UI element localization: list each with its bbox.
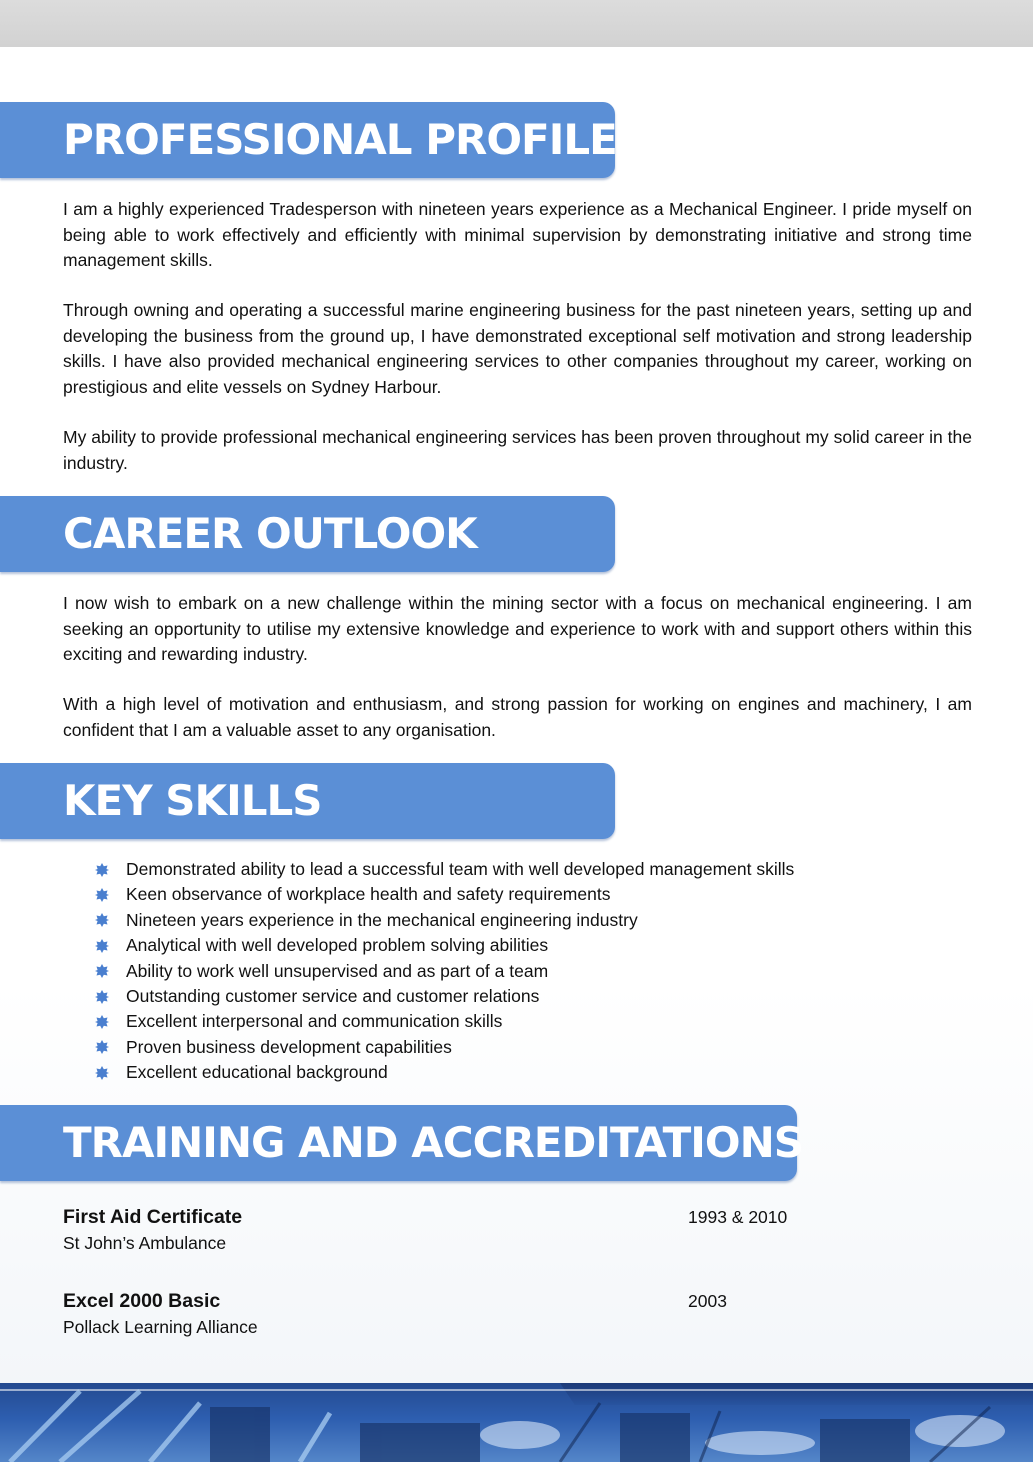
footer-machinery-image (0, 1383, 1033, 1462)
section-heading-profile: PROFESSIONAL PROFILE (63, 115, 617, 164)
section-heading-outlook: CAREER OUTLOOK (63, 509, 477, 558)
profile-paragraph: I am a highly experienced Tradesperson with nineteen years experience as a Mechanical Engineer. I pride myself on being able to work effectively and efficiently with minimal supervision by demonstrating initiative and strong time management skills. (63, 199, 972, 270)
skill-item (95, 882, 915, 907)
gear-bullet-icon (95, 990, 109, 1004)
top-grey-bar (0, 0, 1033, 47)
gear-bullet-icon (95, 1040, 109, 1054)
training-entry (63, 1288, 863, 1340)
machinery-graphic (0, 1383, 1033, 1462)
training-entry (63, 1204, 863, 1256)
skill-item (95, 1060, 915, 1085)
skill-text: Ability to work well unsupervised and as part of a team (126, 960, 549, 981)
training-organisation: Pollack Learning Alliance (63, 1317, 258, 1337)
profile-paragraph: Through owning and operating a successful marine engineering business for the past nineteen years, setting up and developing the business from the ground up, I have demonstrated exceptional self motivation and strong leadership skills. I have also provided mechanical engineering services to other companies throughout my career, working on prestigious and elite vessels on Sydney Harbour. (63, 300, 972, 397)
skill-text: Keen observance of workplace health and safety requirements (126, 884, 611, 905)
outlook-paragraph: With a high level of motivation and enthusiasm, and strong passion for working on engines and machinery, I am confident that I am a valuable asset to any organisation. (63, 694, 972, 740)
profile-paragraph: My ability to provide professional mechanical engineering services has been proven throughout my solid career in the industry. (63, 427, 972, 473)
section-banner-outlook (0, 496, 615, 572)
training-organisation: St John’s Ambulance (63, 1233, 227, 1253)
section-heading-skills: KEY SKILLS (63, 776, 322, 825)
training-years: 2003 (688, 1291, 727, 1311)
skill-item (95, 857, 915, 882)
key-skills-list (95, 857, 915, 1086)
section-banner-training (0, 1105, 803, 1181)
gear-bullet-icon (95, 888, 109, 902)
skill-item (95, 908, 915, 933)
skill-text: Demonstrated ability to lead a successful team with well developed management skills (126, 859, 795, 879)
skill-item (95, 1035, 915, 1060)
skill-text: Outstanding customer service and customer relations (126, 985, 540, 1006)
skill-item (95, 1009, 915, 1034)
gear-bullet-icon (95, 913, 109, 927)
section-banner-profile (0, 102, 615, 178)
gear-bullet-icon (95, 1015, 109, 1029)
skill-item (95, 959, 915, 984)
section-heading-training: TRAINING AND ACCREDITATIONS (63, 1118, 803, 1167)
gear-bullet-icon (95, 1066, 109, 1080)
skill-text: Proven business development capabilities (126, 1036, 452, 1057)
skill-text: Excellent interpersonal and communication skills (126, 1011, 503, 1032)
gear-bullet-icon (95, 863, 109, 877)
section-banner-skills (0, 763, 615, 839)
gear-bullet-icon (95, 939, 109, 953)
skill-item (95, 984, 915, 1009)
skill-item (95, 933, 915, 958)
training-title: Excel 2000 Basic (63, 1290, 221, 1312)
skill-text: Excellent educational background (126, 1062, 388, 1083)
gear-bullet-icon (95, 964, 109, 978)
skill-text: Nineteen years experience in the mechanical engineering industry (126, 909, 638, 930)
outlook-paragraph: I now wish to embark on a new challenge within the mining sector with a focus on mechanical engineering. I am seeking an opportunity to utilise my extensive knowledge and experience to work with and support others within this exciting and rewarding industry. (63, 593, 972, 664)
skill-text: Analytical with well developed problem solving abilities (126, 935, 549, 956)
training-title: First Aid Certificate (63, 1206, 243, 1228)
training-years: 1993 & 2010 (688, 1207, 788, 1227)
